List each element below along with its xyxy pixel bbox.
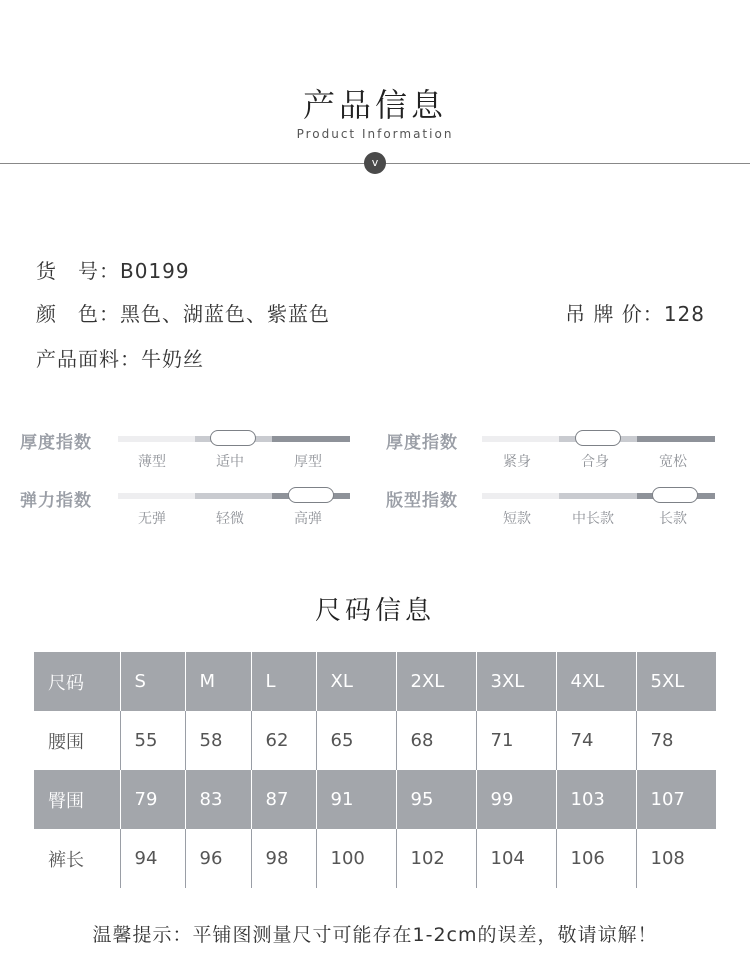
index-option: 宽松 [659,454,687,470]
index-option: 高弹 [294,511,322,527]
index-track [482,493,715,499]
item-number-label: 货 号： [36,259,120,283]
index-track [118,436,350,442]
fabric-row [36,343,204,372]
index-track [118,493,350,499]
index-option: 紧身 [503,454,531,470]
index-slider-knob [288,487,334,503]
table-cell: 62 [251,711,316,770]
table-header-cell: M [185,652,251,711]
table-row [34,711,716,770]
measurement-tip: 温馨提示：平铺图测量尺寸可能存在1-2cm的误差，敬请谅解！ [92,924,658,946]
table-header-cell: 尺码 [34,652,120,711]
price-row [565,298,705,327]
table-cell: 65 [316,711,396,770]
table-cell: 79 [120,770,185,829]
table-cell: 102 [396,829,476,888]
table-cell: 96 [185,829,251,888]
index-option: 无弹 [138,511,166,527]
table-cell: 91 [316,770,396,829]
size-section-title: 尺码信息 [314,596,435,626]
size-table [34,652,716,888]
table-cell: 68 [396,711,476,770]
index-label: 厚度指数 [386,433,458,453]
table-cell: 104 [476,829,556,888]
color-value: 黑色、湖蓝色、紫蓝色 [120,302,330,326]
index-option: 适中 [216,454,244,470]
table-header-cell: L [251,652,316,711]
index-label: 弹力指数 [20,491,92,511]
table-cell: 74 [556,711,636,770]
table-cell: 99 [476,770,556,829]
index-slider-knob [575,430,621,446]
table-cell: 103 [556,770,636,829]
table-cell: 臀围 [34,770,120,829]
table-cell: 107 [636,770,716,829]
index-option: 长款 [659,511,687,527]
table-row [34,829,716,888]
table-header-cell: S [120,652,185,711]
price-value: 128 [663,302,705,326]
index-option: 中长款 [572,511,614,527]
color-label: 颜 色： [36,302,120,326]
table-cell: 106 [556,829,636,888]
table-cell: 78 [650,730,674,751]
index-slider-knob [210,430,256,446]
index-option: 厚型 [294,454,322,470]
table-header-cell: XL [316,652,396,711]
index-label: 厚度指数 [20,433,92,453]
index-track [482,436,715,442]
table-header-cell: 5XL [636,652,716,711]
fabric-value: 牛奶丝 [141,347,204,371]
index-option: 轻微 [216,511,244,527]
fabric-label: 产品面料： [36,347,141,371]
index-option: 短款 [503,511,531,527]
index-label: 版型指数 [386,491,458,511]
table-cell: 裤长 [34,829,120,888]
page-title: 产品信息 [302,86,447,124]
color-row [36,298,330,327]
table-cell: 98 [251,829,316,888]
table-cell: 94 [120,829,185,888]
index-option: 薄型 [138,454,166,470]
table-cell: 108 [650,848,685,869]
table-cell: 58 [185,711,251,770]
table-cell: 100 [316,829,396,888]
table-row [34,770,716,829]
chevron-down-icon: v [364,152,386,174]
price-label: 吊 牌 价： [565,302,664,326]
item-number-value: B0199 [120,259,190,283]
item-number-row [36,255,190,284]
index-option: 合身 [581,454,609,470]
table-cell: 95 [396,770,476,829]
index-slider-knob [652,487,698,503]
table-header-cell: 3XL [476,652,556,711]
table-header-cell: 4XL [556,652,636,711]
table-cell: 腰围 [34,711,120,770]
table-cell: 83 [185,770,251,829]
table-header-row [34,652,716,711]
page-subtitle: Product Information [296,127,454,141]
table-header-cell: 2XL [396,652,476,711]
table-cell: 71 [476,711,556,770]
table-cell: 55 [120,711,185,770]
table-cell: 87 [251,770,316,829]
